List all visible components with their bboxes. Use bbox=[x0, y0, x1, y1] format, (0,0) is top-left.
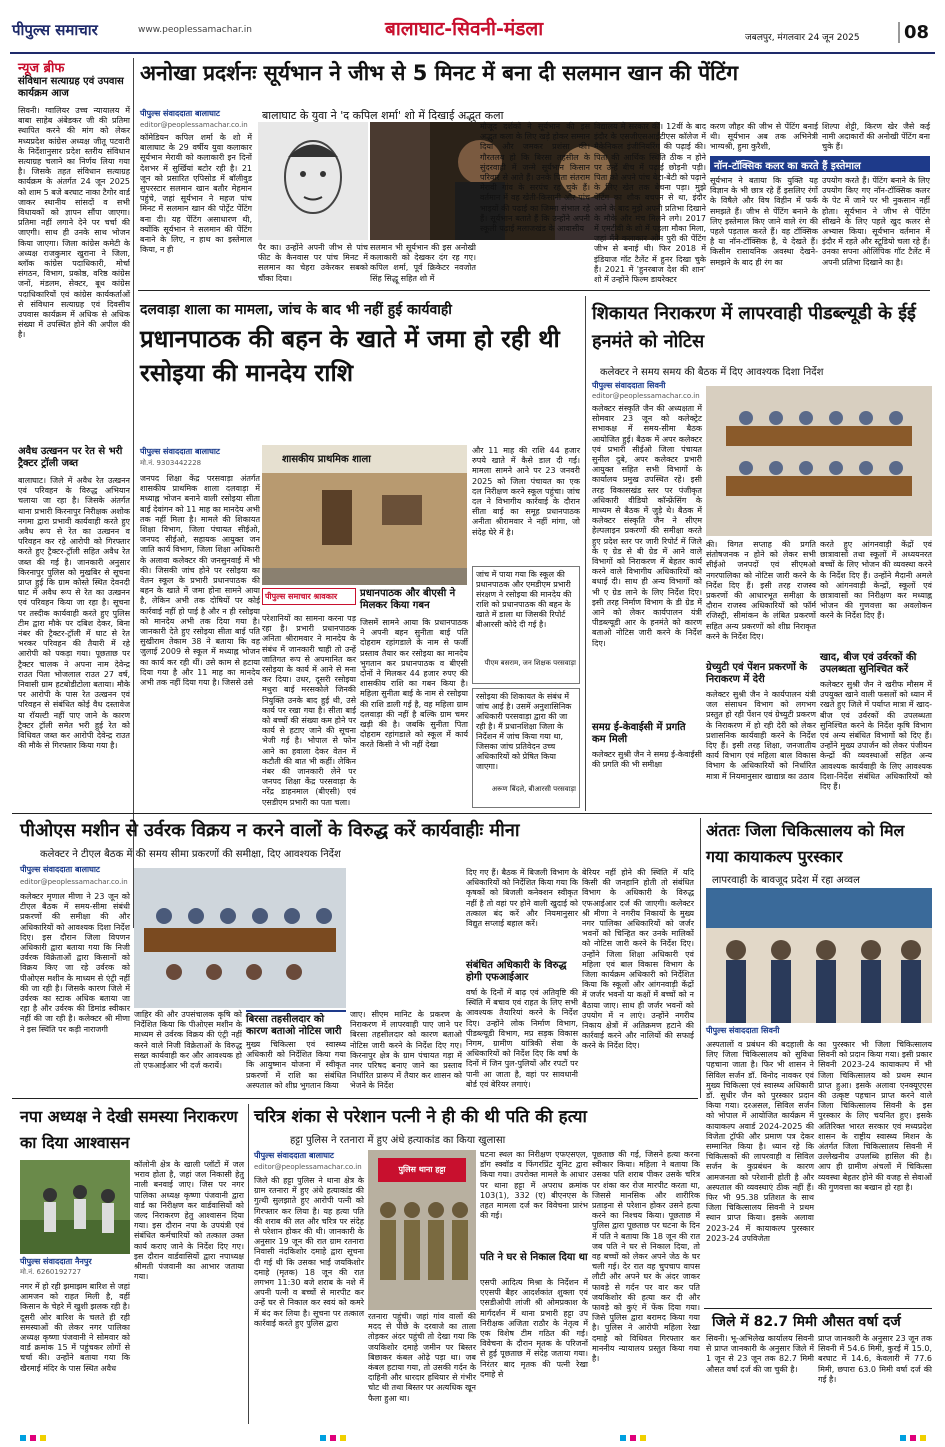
quote-1-source: पीएम बसराम, जन शिक्षक परसवाड़ा bbox=[484, 659, 576, 667]
article-3-headline: शिकायत निराकरण में लापरवाही पीडब्ल्यूडी के ईई हनमंते को नोटिस bbox=[592, 303, 916, 352]
article-1-photo-portrait bbox=[258, 122, 368, 240]
article-3-sub1: समग्र ई-केवाईसी में प्रगति कम मिली bbox=[592, 722, 686, 745]
article-3-col3b: कलेक्टर सुश्री जैन ने खरीफ मौसम में उपयुक्त खाने वाली फसलों को ध्यान में रखते हुए जिले में पर्याप्त मात्रा में खाद-बीज एवं उर्वरकों की उपलब्धता सुनिश्चित करने के निर्देश कृषि विभाग एवं अन्य संबंधित विभागों को दिए हैं। उन्होंने मुख्य उपार्जन को लेकर पंजीयन केन्द्रों की व्यवस्थाओं सहित अन्य आवश्यक कार्यवाही के लिए आवश्यक दिशा-निर्देश संबंधित अधिकारियों को दिए हैं। bbox=[820, 680, 932, 792]
article-1-col7: शिल्पा शेट्टी, किरण खेर जैसे कई नामी अदाकारों की अनोखी पेंटिंग बना चुके हैं। bbox=[822, 122, 930, 152]
article-2-col3: जिसमें सामने आया कि प्रधानपाठक ने अपनी बहन सुनीता बाई पति दोहराम रहांगडाले के नाम से फर्जी प्रस्ताव तैयार कर रसोइया का मानदेय भुगतान कर प्रधानपाठक व बीएसी दोनों ने मिलकर 44 हजार रुपए की शासकीय राशि का गबन किया है। महिला सुनीता बाई के नाम से रसोइया की राशि डाली गई है, वह महिला ग्राम दलवाड़ा की नहीं है बल्कि ग्राम चमर खड़ी की है। जबकि सुनीता पिता दोहराम रहांगडाले को स्कूल में कार्य करते किसी ने भी नहीं देखा bbox=[360, 618, 468, 750]
article-1-col1: कॉमेडियन कपिल शर्मा के शो में बालाघाट के 29 वर्षीय युवा कलाकार सूर्यभान मेरावी को कलाकारी इन दिनों देशभर में सुर्खियां बटोर रही है। 21 जून को प्रसारित एपिसोड में बॉलीवुड सुपरस्टार सलमान खान बतौर मेहमान पहुंचे, जहां सूर्यभान ने महज पांच मिनट में सलमान खान की पोर्ट्रेट पेंटिंग बना दी। यह पेंटिंग असाधारण थी, क्योंकि सूर्यभान ने सलमान की पेंटिंग बनाने के लिए, न हाथ का इस्तेमाल किया, न ही bbox=[140, 133, 252, 255]
article-1-box-col2: उपयोग करते हैं। पेंटिंग बनाने के लिए उपयोग किए गए नॉन-टॉक्सिक कलर के पेट में जाने पर भी नुकसान नहीं होता। सूर्यभान ने जीभ से पेंटिंग सीखने के लिए पहले खुद कलर से अभ्यास किया। सूर्यभान वर्तमान में इंदौर में रहते और स्टूडियो चला रहे हैं। उनका सपना ओलिंपिक गॉट टैलेंट में अपनी प्रतिभा दिखाने का है। bbox=[822, 176, 930, 267]
brief-body-2: बालाघाट। जिले में अवैध रेत उत्खनन एवं परिवहन के विरुद्ध अभियान चलाया जा रहा है। जिसके अंतर्गत थाना प्रभारी किरनापुर निरीक्षक अशोक नगमा द्वारा प्रभावी कार्यवाही करते हुए अवैध रूप से रेत का उत्खनन व परिवहन कर रहे आरोपी को गिरफ्तार करते हुए ट्रैक्टर-ट्रॉली सहित अवैध रेत जब्त की गई है। जानकारी अनुसार किरनापुर पुलिस को मुखबिर से सूचना प्राप्त हुई कि ग्राम कोस्ते स्थित देवनदी घाट में अवैध रूप से रेत का उत्खनन एवं परिवहन किया जा रहा है। सूचना पर तस्दीक कार्यवाही करते हुए पुलिस टीम द्वारा मौके पर दबिश देकर, बिना नंबर की ट्रैक्टर-ट्रॉली में घाट से रेत भरकर परिवहन की तैयारी में रहे आरोपी को पकड़ा गया। पूछताछ पर ट्रैक्टर चालक ने अपना नाम देवेन्द्र राउत पिता भोजलाल राउत 27 वर्ष, निवासी ग्राम हटबोडीटोला बताया। मौके पर आरोपी के पास रेत उत्खनन एवं परिवहन से संबंधित कोई वैध दस्तावेज या रॉयल्टी नहीं पाए जाने के कारण ट्रैक्टर ट्रॉली समेत भरी हुई रेत को विधिवत जब्त कर आरोपी देवेन्द्र राउत की मौके से गिरफ्तार किया गया है। bbox=[18, 476, 130, 751]
article-4-col4b: वर्षा के दिनों में बाढ़ एवं अतिवृष्टि की स्थिति में बचाव एवं राहत के लिए सभी आवश्यक तैयारियां करने के निर्देश दिए। उन्होंने लोक निर्माण विभाग, पीडब्ल्यूडी विभाग, मप्र सड़क विकास निगम, ग्रामीण यांत्रिकी सेवा के अधिकारियों को निर्देश दिए कि वर्षा के दिनों में जिन पुल-पुलियों और रपटों पर पानी आ जाता है, वहां पर सावधानी बोर्ड एवं बेरियर लगाएं। bbox=[466, 988, 578, 1089]
article-3-email: editor@peoplessamachar.co.in bbox=[592, 392, 700, 400]
article-5-headline: अंततः जिला चिकित्सालय को मिल गया कायाकल्प पुरस्कार bbox=[706, 821, 905, 866]
article-7-col3: घटना स्थल का निरीक्षण एफएसएल, डॉग स्क्वॉड व फिंगरप्रिंट यूनिट द्वारा किया गया। उपरोक्त मामले के आधार पर थाना हट्टा में अपराध क्रमांक 103(1), 332 (ए) बीएनएस के तहत मामला दर्ज कर विवेचना प्रारंभ की गई। bbox=[480, 1150, 588, 1221]
article-1-headline: अनोखा प्रदर्शनः सूर्यभान ने जीभ से 5 मिनट में बना दी सलमान खान की पेंटिंग bbox=[140, 61, 739, 85]
article-4-dateline: पीपुल्स संवाददाता बालाघाट bbox=[20, 865, 100, 874]
article-2-photo-school bbox=[262, 445, 467, 585]
article-3-subhead: कलेक्टर ने समय समय की बैठक में दिए आवश्यक दिशा निर्देश bbox=[600, 367, 824, 378]
article-4-col5: बेरियर नहीं होने की स्थिति में यदि किसी की जनहानि होती तो संबंधित विभाग के अधिकारी के विरुद्ध एफआईआर दर्ज की जाएगी। कलेक्टर श्री मीणा ने नगरीय निकायों के मुख्य नगर पालिका अधिकारियों को जर्जर भवनों को चिन्हित कर उनके मालिकों को नोटिस जारी करने के निर्देश दिए। उन्होंने जिला शिक्षा अधिकारी एवं महिला एवं बाल विकास विभाग के जिला कार्यक्रम अधिकारी को निर्देशित किया कि स्कूलों और आंगनवाड़ी केंद्रों में जर्जर भवनों या कक्षों में बच्चों को न बैठाया जाए। साथ ही जर्जर भवनों को उपयोग में न लाएं। उन्होंने नगरीय निकाय क्षेत्रों में अतिक्रमण हटाने की कार्रवाई करने और नालियों की सफाई करने के निर्देश दिए। bbox=[582, 868, 694, 1051]
article-2-subhead: प्रधानपाठक और बीएसी ने मिलकर किया गबन bbox=[360, 588, 456, 611]
article-6-photo bbox=[20, 1160, 130, 1254]
article-2-dateline: पीपुल्स संवाददाता बालाघाट bbox=[140, 447, 220, 456]
article-6-headline: नपा अध्यक्ष ने देखी समस्या निराकरण का दिया आश्वासन bbox=[20, 1107, 238, 1152]
article-7-photo-police bbox=[368, 1150, 476, 1310]
article-2-col4: और 11 माह की राशि 44 हजार रुपये खाते में कैसे डाल दी गई। मामला सामने आने पर 23 जनवरी 2025 को जिला पंचायत का एक दल निरीक्षण करने स्कूल पहुंचा। जांच दल ने विभागीय कार्रवाई के दौरान सीता बाई का समूह प्रधानपाठक अनीता श्रीरामवार ने नहीं मांगा, जो संदेह घेरे में है। bbox=[472, 446, 580, 537]
quote-2-text: रसोइया की शिकायत के संबंध में जांच आई है। उसमें अनुशासिनिक अधिकारी परसवाड़ा द्वारा की जा रही है। मैं प्रधानशिक्षा जिला के निर्देशन में जांच किया गया था, जिसका जांच प्रतिवेदन उच्च अधिकारियों को प्रेषित किया जाएगा। bbox=[476, 692, 572, 771]
article-4-subhead: कलेक्टर ने टीएल बैठक में की समय सीमा प्रकरणों की समीक्षा, दिए आवश्यक निर्देश bbox=[40, 849, 341, 860]
article-3-photo-meeting bbox=[706, 386, 932, 536]
edition-date: जबलपुर, मंगलवार 24 जून 2025 bbox=[745, 33, 860, 43]
article-7-sub1: पति ने घर से निकाल दिया था bbox=[480, 1252, 588, 1263]
article-7-col2: रतनारा पहुंची। जहां गांव वालों की मदद से पीछे के दरवाजे का ताला तोड़कर अंदर पहुंची तो देखा गया कि जयकिशोर दमाहे जमीन पर बिस्तर बिछाकर कंबल ओढ़े पड़ा था। जब कंबल हटाया गया, तो उसकी गर्दन के दाहिनी और धारदार हथियार से गंभीर चोट थी तथा बिस्तर पर अत्यधिक खून फैला हुआ था। bbox=[368, 1312, 476, 1403]
article-5-subhead: लापरवाही के बावजूद प्रदेश में रहा अव्वल bbox=[712, 875, 860, 886]
edition-title: बालाघाट-सिवनी-मंडला bbox=[385, 18, 544, 40]
article-6-col1: नगर में हो रही झमाझम बारिश से जहां आमजन को राहत मिली है, वहीं किसान के चेहरे में खुशी झलक रही है। दूसरी ओर बारिश के चलते ही रही समस्याओं की लेकर नगर पालिका अध्यक्ष कृष्णा पंजवानी ने सोमवार को वार्ड क्रमांक 15 में पहुंचकर लोगों से चर्चा की। उन्होंने बताया गया कि खैरमाई मंदिर के पास स्थित अवैध bbox=[20, 1282, 131, 1373]
quote-2-source: अरूण बिंदले, बीआरसी परसवाड़ा bbox=[491, 785, 576, 793]
brief-headline-1: संविधान सत्याग्रह एवं उपवास कार्यक्रम आज bbox=[18, 76, 124, 99]
article-3-col1: कलेक्टर संस्कृति जैन की अध्यक्षता में सोमवार 23 जून को कलेक्ट्रेट सभाकक्ष में समय-सीमा बैठक आयोजित हुई। बैठक में अपर कलेक्टर एवं प्रभारी सीईओ जिला पंचायत सुनील दुबे, अपर कलेक्टर प्रभारी आयुक्त सहित सभी विभागों के कार्यालय प्रमुख उपस्थित रहे। इसी तरह विकासखंड स्तर पर पंजीकृत अधिकारी वीडियो कॉन्फ्रेंसिंग के माध्यम से बैठक में जुड़े थे। बैठक में कलेक्टर संस्कृति जैन ने सीएम हेल्पलाइन प्रकरणों की समीक्षा करते हुए प्रदेश स्तर पर जारी रिपोर्ट में जिले के ए ग्रेड से बी ग्रेड में आने वाले विभागों को निराकरण में बेहतर कार्य करने वाले विभागीय अधिकारियों को बधाई दी। साथ ही अन्य विभागों को भी ए ग्रेड लाने के लिए निर्देश दिए। इसी तरह निर्माण विभाग के डी ग्रेड में आने को लेकर कार्यपालन यंत्री पीडब्ल्यूडी आर के हनमंते को कारण बताओ नोटिस जारी करने के निर्देश दिए। bbox=[592, 404, 702, 648]
article-2-phone: मो.नं. 9303442228 bbox=[140, 459, 202, 467]
article-2-headline: प्रधानपाठक की बहन के खाते में जमा हो रही थी रसोइया की मानदेय राशि bbox=[140, 325, 560, 387]
masthead-url: www.peoplessamachar.in bbox=[138, 25, 252, 35]
article-1-box-heading: नॉन-टॉक्सिक कलर का करते हैं इस्तेमाल bbox=[710, 156, 930, 172]
article-4-notice: मुख्य चिकित्सा एवं स्वास्थ्य अधिकारी को निर्देशित किया गया कि आयुष्मान योजना में स्वीकृत प्रकरणों में राशि का संबंधित अस्पताल को शीघ्र भुगतान किया bbox=[246, 1040, 346, 1090]
article-1-col3: सलमान भी सूर्यभान की इस अनोखी कलाकारी को देखकर दंग रह गए। कपिल शर्मा, पूर्व क्रिकेटर नवजोत सिंह सिद्धू सहित शो में bbox=[370, 243, 476, 283]
article-4-col3: जाए। सीएम मानिट के प्रकरण के निराकरण में लापरवाही पाए जाने पर बिरसा तहसीलदार को कारण बताओ नोटिस जारी करने के निर्देश दिए गए। किरनापुर क्षेत्र के ग्राम पंचायत गड़ा में नगर परिषद बनाए जाने का प्रस्ताव निर्धारित प्रारूप में तैयार कर शासन को भेजने के निर्देश bbox=[350, 1010, 462, 1091]
article-2-col1: जनपद शिक्षा केंद्र परसवाड़ा अंतर्गत शासकीय प्राथमिक शाला दलवाड़ा में मध्याह्न भोजन बनाने वाली रसोइया सीता बाई देवांगन को 11 माह का मानदेय अभी तक नहीं मिला है। मामले की शिकायत शिक्षा विभाग, जिला पंचायत सीईओ, जनपद सीईओ, सहायक आयुक्त जन जाति कार्य विभाग, जिला शिक्षा अधिकारी के अलावा कलेक्टर की जनसुनवाई में भी की। जिसकी जांच होने पर रसोइया का वेतन स्कूल के प्रभारी प्रधानपाठक की बहन के खाते में जमा होना सामने आया है, लेकिन अभी तक दोषियों पर कोई कार्रवाई नहीं हो पाई है और न ही रसोइया को मानदेय अभी तक दिया गया है। जानकारी देते हुए रसोइया सीता बाई पति सुखीराम तेकाम 38 ने बताया कि वह जुलाई 2009 से स्कूल में मध्याह्न भोजन का कार्य कर रही थीं। उसे काम से हटाया दिया गया है और 11 माह का मानदेय अभी तक नहीं दिया गया है। जिससे उसे bbox=[140, 474, 260, 688]
article-4-photo-meeting bbox=[134, 868, 346, 1008]
article-2-stamp: पीपुल्स समाचार श्रावकार bbox=[262, 588, 356, 605]
color-registration-bar bbox=[0, 1428, 945, 1438]
article-5-photo-award bbox=[706, 888, 932, 1023]
article-5-col-right: का पुरस्कार भी जिला चिकित्सालय सिवनी को प्रदान किया गया। इसी प्रकार सिवनी 2023-24 कायाकल्प में भी जिला चिकित्सालय को प्रथम स्थान प्राप्त हुआ। इसके अलावा एनक्यूएएस की उत्कृष्ट पहचान प्राप्त करने वाले जिला चिकित्सालय सिवनी के इस पुरस्कार के लिए चयनित हुए। इसके अतिरिक्त भारत सरकार एवं मध्यप्रदेश शासन के राष्ट्रीय स्वास्थ्य मिशन के अंतर्गत जिला चिकित्सालय सिवनी में उल्लेखनीय उपलब्धि हासिल की है। आप ही ग्रामीण अंचलों में चिकित्सा व्यवस्था बेहतर होने की वजह से सेवाओं की गुणवत्ता का बखान हो रहा है। bbox=[818, 1040, 932, 1192]
brief-headline-2: अवैध उत्खनन पर रेत से भरी ट्रैक्टर ट्रॉली जब्त bbox=[18, 446, 123, 469]
article-1-dateline: पीपुल्स संवाददाता बालाघाट bbox=[140, 109, 220, 118]
article-4-col4: दिए गए हैं। बैठक में बिजली विभाग के अधिकारियों को निर्देशित किया गया कि कृषकों को बिजली कनेक्शन स्वीकृत नहीं है तो वहां पर होने वाली खुदाई को तत्काल बंद करें और नियमानुसार विद्युत सप्लाई बहाल करें। bbox=[466, 868, 578, 929]
article-1-col4: मौजूद दर्शकों ने सूर्यभान की इस अद्भुत कला के लिए खड़े होकर सम्मान दिया और जमकर प्रशंसा की। गौरतलब हो कि बिरसा तहसील के सुंदरवाही में जन्मे सूर्यभान किसान परिवार से आते हैं। उनके पिता संतराम मेरावी गांव के सरपंच रह चुके हैं। वर्तमान में वह खेती-किसानी और पांच भाइयों की पढ़ाई का जिम्मा संभाल रहे हैं। सूर्यभान बताते हैं कि उन्होंने अपनी स्कूली पढ़ाई मलाजखंड के आवासीय bbox=[480, 122, 590, 234]
brief-body-1: सिवनी। ग्वालियर उच्च न्यायालय में बाबा साहेब अंबेडकर जी की प्रतिमा स्थापित करने की मांग को लेकर मध्यप्रदेश कांग्रेस अध्यक्ष जीतू पटवारी के निर्देशानुसार प्रदेश स्तरीय संविधान सत्याग्रह चलाने का निर्णय लिया गया है। जिसके तहत संविधान सत्याग्रह कार्यक्रम के अंतर्गत 24 जून 2025 को शाम 5 बजे बरघाट नाका टैगोर वार्ड जाकर स्थानीय सांसदों व सभी विधायकों को ज्ञापन सौंपा जाएगा। प्रतिमा नहीं लगाने देने पर चर्चा की जाएगी। साथ ही उनके साथ भोजन किया जाएगा। जिला कांग्रेस कमेटी के अध्यक्ष राजकुमार खुराना ने जिला, ब्लॉक कांग्रेस पदाधिकारी, मोर्चा संगठन, विभाग, प्रकोष्ठ, वरिष्ठ कांग्रेस जनों, मंडलम, सेक्टर, बूथ कांग्रेस पदाधिकारियों एवं कांग्रेस कार्यकर्ताओं से संविधान सत्याग्रह एवं दिवसीय उपवास कार्यक्रम में अधिक से अधिक संख्या में उपस्थित होने की अपील की है। bbox=[18, 106, 130, 340]
article-4-sub1: संबंधित अधिकारी के विरुद्ध होगी एफआईआर bbox=[466, 960, 567, 983]
article-7-headline: चरित्र शंका से परेशान पत्नी ने ही की थी पति की हत्या bbox=[254, 1107, 587, 1127]
article-7-col1: जिले की हट्टा पुलिस ने थाना क्षेत्र के ग्राम रतनारा में हुए अंधे हत्याकांड की गुत्थी सुलझाते हुए आरोपी पत्नी को गिरफ्तार कर लिया है। यह हत्या पति की शराब की लत और चरित्र पर संदेह से परेशान होकर की थी। जानकारी के अनुसार 19 जून की रात ग्राम रतनारा निवासी नंदकिशोर दमाहे द्वारा सूचना दी गई थी कि उसका भाई जयकिशोर दमाहे (मृतक) 18 जून की रात लगभग 11:30 बजे शराब के नशे में अपनी पत्नी व बच्चों से मारपीट कर उन्हें घर से निकाल कर स्वयं को कमरे में बंद कर लिया है। सूचना पर तत्काल कार्रवाई करते हुए पुलिस द्वारा bbox=[254, 1176, 364, 1328]
masthead bbox=[0, 0, 945, 52]
article-3-col3: करते हुए आंगनवाड़ी केंद्रों एवं छात्रावासों तथा स्कूलों में अध्ययनरत बच्चों के लिए भोजन की व्यवस्था करने के निर्देश दिए हैं। उन्होंने मैदानी अमले को आंगनवाड़ी केन्द्रों, स्कूलों एवं छात्रावासों का निरीक्षण कर मध्याह्न भोजन की गुणवत्ता का अवलोकन करने के निर्देश दिए हैं। bbox=[820, 540, 932, 621]
article-8-col2: प्राप्त जानकारी के अनुसार 23 जून तक सिवनी में 54.6 मिमी, कुरई में 15.0, बरघाट में 14.6, केवलारी में 77.6 मिमी, छपारा 63.0 मिमी वर्षा दर्ज की गई है। bbox=[818, 1334, 932, 1384]
article-4-email: editor@peoplessamachar.co.in bbox=[20, 878, 128, 886]
brief-label: न्यूज ब्रीफ bbox=[18, 61, 65, 76]
article-1-email: editor@peoplessamachar.co.in bbox=[140, 121, 248, 129]
police-banner-text: पुलिस थाना हट्टा bbox=[398, 1165, 446, 1174]
article-1-col6: करण जौहर की जीभ से पेंटिंग बनाई थी। सूर्यभान अब तक अभिनेत्री भाग्यश्री, हुमा कुरैशी, bbox=[710, 122, 818, 152]
article-3-dateline: पीपुल्स संवाददाता सिवनी bbox=[592, 381, 666, 390]
article-1-box-col1: सूर्यभान ने बताया कि युक्ति यह विज्ञान के भी छात्र रहे हैं इसलिए रंगों के विषैले और विष विहीन में फर्क समझते हैं। जीभ से पेंटिंग बनाने के लिए इस्तेमाल किए जाने वाले रंग की पहले पड़ताल करते हैं। वह टॉक्सिक है या नॉन-टॉक्सिक है, ये देखते हैं। किसीम रासायनिक अवस्था देखने-समझने के बाद ही रंग का bbox=[710, 176, 818, 267]
masthead-logo: पीपुल्स समाचार bbox=[12, 21, 98, 39]
article-7-col3b: एसपी आदित्य मिश्रा के निर्देशन में एएसपी बैहर आदर्शकांत शुक्ला एवं एसडीओपी लांजी श्री ओमप्रकाश के मार्गदर्शन में थाना प्रभारी हट्टा उप निरीक्षक अजिता राठौर के नेतृत्व में एक विशेष टीम गठित की गई। विवेचना के दौरान मृतक के परिजनों से हुई पूछताछ में संदेह जताया गया। निरंतर बाद मृतक की पत्नी रेखा दमाहे से bbox=[480, 1278, 588, 1379]
article-2-quote-1 bbox=[472, 566, 580, 684]
article-4-col2: जाहिर की और उपसंचालक कृषि को निर्देशित किया कि पीओएस मशीन के माध्यम से उर्वरक विक्रय की एंट्री नहीं करने वाले निजी विक्रेताओं के विरुद्ध सख्त कार्यवाही कर और आवश्यक हो तो एफआईआर भी दर्ज करायें। bbox=[134, 1010, 242, 1071]
article-3-sub3: खाद, बीज एवं उर्वरकों की उपलब्धता सुनिश्चित करें bbox=[820, 652, 917, 675]
news-brief-column bbox=[18, 58, 130, 928]
page-number: 08 bbox=[898, 22, 929, 43]
article-7-col4: पूछताछ की गई, जिसने हत्या करना स्वीकार किया। महिला ने बताया कि उसका पति शराब पीकर उसके चरित्र पर शंका कर रोज मारपीट करता था, जिससे मानसिक और शारीरिक प्रताड़ना से परेशान होकर उसने हत्या करने का निश्चय किया। पूछताछ में पुलिस द्वारा पूछताछ पर घटना के दिन में पति ने बताया कि 18 जून की रात जब पति ने घर से निकाल दिया, तो वह बच्चों को लेकर अपने जेठ के घर चली गई। देर रात वह चुपचाप वापस लौटी और अपने घर के अंदर जाकर फावड़े से गर्दन पर वार कर पति जयकिशोर की हत्या कर दी और फावड़े को कुएं में फेंक दिया गया। जिसे पुलिस द्वारा बरामद किया गया है। पुलिस ने आरोपी महिला रेखा दमाहे को विधिवत गिरफ्तार कर माननीय न्यायालय प्रस्तुत किया गया है। bbox=[592, 1150, 700, 1364]
article-2-col2: परेशानियों का सामना करना पड़ रहा है। प्रभारी प्रधानपाठक अनिता श्रीरामवार ने मानदेय के संबंध में जानकारी चाही तो उन्हें जातिगत रूप से अपमानित कर रसोइया के कार्य में आने से मना कर दिया। उधर, दूसरी रसोइया मथुरा बाई मरसकोले जिनकी नियुक्ति उनके बाद हुई थी, उसे कार्य पर रखा गया है। सीता बाई को बच्चों की संख्या कम होने पर कार्य से हटाए जाने की सूचना भेजी गई है। भोपाल से फोन आने का हवाला देकर वेतन में कटौती की बात भी कहीं। लेकिन नंबर की जानकारी लेने पर जनपद शिक्षा केंद्र परसवाड़ा के नरेंद्र डाहनमाल (बीएसी) एवं एसडीएम प्रभारी का पता चला। bbox=[262, 614, 356, 807]
article-4-notice-head: बिरसा तहसीलदार को कारण बताओ नोटिस जारी bbox=[246, 1010, 346, 1038]
school-sign-text: शासकीय प्राथमिक शाला bbox=[282, 454, 371, 465]
article-3-sub2: ग्रेच्युटी एवं पेंशन प्रकरणों के निराकरण में देरी bbox=[706, 662, 808, 685]
article-4-col1: कलेक्टर मृणाल मीणा ने 23 जून को टीएल बैठक में समय-सीमा संबंधी प्रकरणों की समीक्षा की और अधिकारियों को आवश्यक दिशा निर्देश दिए। इस दौरान जिला विपणन अधिकारी द्वारा बताया गया कि निजी उर्वरक विक्रेताओं द्वारा किसानों को विक्रय किए जा रहे उर्वरक को पीओएस मशीन के माध्यम से एंट्री नहीं की जा रही है। जिसके कारण जिले में उर्वरक का स्टाक अधिक बताया जा रहा है और उर्वरक की डिमांड स्वीकार नहीं की जा रही है। कलेक्टर श्री मीणा ने इस स्थिति पर कड़ी नाराजगी bbox=[20, 892, 130, 1034]
article-5-dateline: पीपुल्स संवाददाता सिवनी bbox=[706, 1026, 780, 1035]
article-3-col1b: कलेक्टर सुश्री जैन ने समग्र ई-केवाईसी की प्रगति की भी समीक्षा bbox=[592, 750, 702, 770]
article-6-col2: कॉलोनी क्षेत्र के खाली प्लॉटों में जल भराव होता है, जहां जल निकासी हेतु नाली बनवाई जाए। जिस पर नगर पालिका अध्यक्ष कृष्णा पंजवानी द्वारा वार्ड का निरीक्षण कर वार्डवासियों को जल्द निराकरण हेतु आश्वासन दिया गया। इस दौरान नपा के उपयंत्री एवं संबंधित कर्मचारियों को तत्काल उक्त कार्य कराए जाने के निर्देश दिए गए। इस दौरान वार्डवासियों द्वारा नपाध्यक्ष श्रीमती पंजवानी का आभार जताया गया। bbox=[134, 1160, 244, 1282]
article-8-col1: सिवनी। भू-अभिलेख कार्यालय सिवनी से प्राप्त जानकारी के अनुसार जिले में 1 जून से 23 जून तक 82.7 मिमी औसत वर्षा दर्ज की जा चुकी है। bbox=[706, 1334, 814, 1374]
article-7-subhead: हट्टा पुलिस ने रतनारा में हुए अंधे हत्याकांड का किया खुलासा bbox=[290, 1135, 506, 1146]
article-1-col2: पैर का। उन्होंने अपनी जीभ से पांच फीट के कैनवास पर पांच मिनट में सलमान का चेहरा उकेरकर सबको चौंका दिया। bbox=[258, 243, 368, 283]
article-4-headline: पीओएस मशीन से उर्वरक विक्रय न करने वालों के विरुद्ध करें कार्यवाहीः मीना bbox=[20, 820, 520, 841]
article-5-col-left: अस्पतालों व प्रबंधन की बदहाली के लिए जिला चिकित्सालय को सुविधा पहचाना जाता है। फिर भी शासन ने सिविल सर्जन डॉ. विनोद नावकर एवं मुख्य चिकित्सा एवं स्वास्थ्य अधिकारी डॉ. सुधीर जैन को पुरस्कार प्रदान किया गया। दरअसल, सिविल सर्जन को भोपाल में आयोजित कार्यक्रम में कायाकल्प अवार्ड 2024-2025 की विजेता ट्रॉफी और प्रमाण पत्र देकर सम्मानित किया है। ध्यान रहे कि चिकित्सकों की लापरवाही व सिविल सर्जन के कुप्रबंधन के कारण आमजनता को परेशानी होती है और अस्पताल की व्यवस्थाएं ठीक नहीं हैं। फिर भी 95.38 प्रतिशत के साथ जिला चिकित्सालय सिवनी ने प्रथम स्थान प्राप्त किया। इसके अलावा 2023-24 में कायाकल्प पुरस्कार 2023-24 उपविजेता bbox=[706, 1040, 814, 1243]
article-8-headline: जिले में 82.7 मिमी औसत वर्षा दर्ज bbox=[712, 1314, 901, 1330]
article-1-col5: विद्यालय में सरकार की। 12वीं के बाद इंदौर के एसजीएसआईटीएस कॉलेज में मैकेनिकल इंजीनियरिंग की पढ़ाई की। पिता की आर्थिक स्थिति ठीक न होने पर उन्हें बीच में पढ़ाई छोड़नी पड़ी। पिता को अपने पांच बेटा-बेटी को पढ़ाने के लिए खेत तक बेचना पड़ा। मुझे पेंटिंग का शौक बचपन से था, इंदौर आने के बाद मुझे अपनी प्रतिभा दिखाने के मौके और मंच मिलने लगे। 2017 में एमटीवी के शो में पहला मौका मिला, जहां मैंने कलाकार ओम पुरी की पेंटिंग जीभ से बनाई थी। फिर 2018 में इंडियाज गॉट टैलेंट में हुनर दिखा चुके हैं। 2021 में 'हुनरबाज देश की शान' शो में उन्होंने फिल्म डायरेक्टर bbox=[594, 122, 706, 285]
article-1-subhead: बालाघाट के युवा ने 'द कपिल शर्मा' शो में दिखाई अद्भुत कला bbox=[262, 109, 504, 122]
article-6-dateline: पीपुल्स संवाददाता नैनपुर bbox=[20, 1257, 92, 1266]
article-3-col2b: कलेक्टर सुश्री जैन ने कार्यपालन यंत्री जल संसाधन विभाग को लगभग प्रस्तुत हो रही पेंशन एवं ग्रेच्युटी प्रकरण के निराकरण में हो रही देरी को लेकर प्रशासनिक कार्यवाही करने के निर्देश दिए हैं। इसी तरह शिक्षा, जनजातीय कार्य विभाग एवं महिला बाल विकास विभाग के अधिकारियों को निर्धारित मात्रा में नियमानुसार खाद्यान्न का उठाव bbox=[706, 690, 816, 781]
article-3-col2: की। विगत सप्ताह की प्रगति संतोषजनक न होने को लेकर सभी सीईओ जनपदों एवं सीएमओ नगरपालिका को नोटिस जारी करने के निर्देश दिए हैं। इसी तरह राजस्व प्रकरणों की आधारभूत समीक्षा के दौरान राजस्व अधिकारियों को फॉर्म रजिस्ट्री, सीमांकन के लंबित प्रकरणों सहित अन्य प्रकरणों को शीघ्र निराकृत करने के निर्देश दिए। bbox=[706, 540, 816, 641]
article-2-quote-2 bbox=[472, 688, 580, 808]
article-6-phone: मो.नं. 6260192727 bbox=[20, 1268, 82, 1276]
article-7-dateline: पीपुल्स संवाददाता बालाघाट bbox=[254, 1151, 334, 1160]
article-7-email: editor@peoplessamachar.co.in bbox=[254, 1163, 362, 1171]
quote-1-text: जांच में पाया गया कि स्कूल की प्रधानपाठक और एमडीएम प्रभारी संरक्षण ने रसोइया की मानदेय की राशि को प्रधानपाठक की बहन के खाते में डाला था जिसकी रिपोर्ट बीआरसी कोदे दी गई है। bbox=[476, 570, 572, 629]
article-2-kicker: दलवाड़ा शाला का मामला, जांच के बाद भी नहीं हुई कार्यवाही bbox=[140, 302, 452, 318]
